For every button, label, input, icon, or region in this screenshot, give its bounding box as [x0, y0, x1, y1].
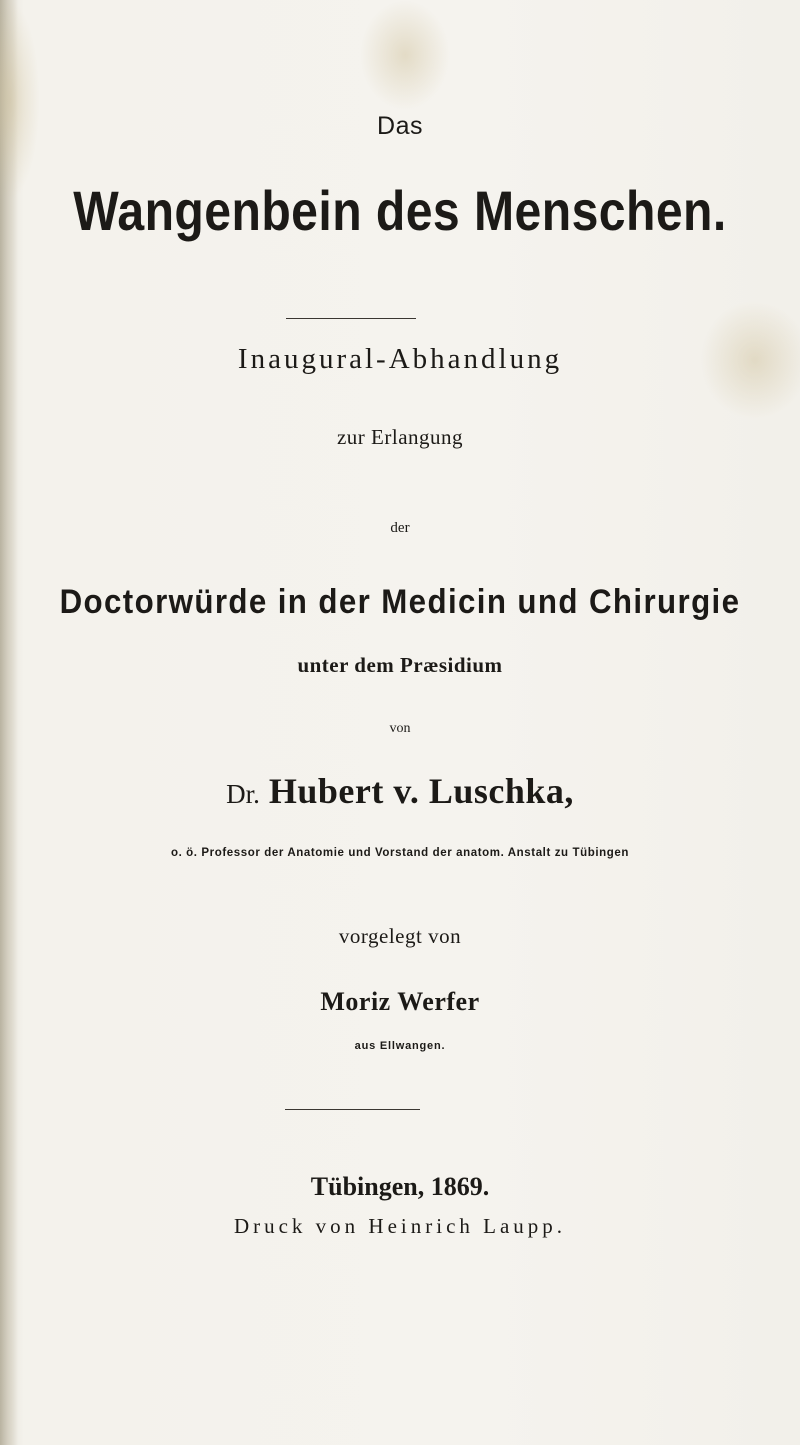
presidium-intro: unter dem Præsidium — [297, 653, 503, 677]
presider-name: Hubert v. Luschka, — [268, 771, 574, 811]
presider-affiliation: o. ö. Professor der Anatomie und Vorstand der anatom. Anstalt zu Tübingen — [170, 847, 630, 859]
presider-prefix: Dr. — [226, 779, 260, 809]
title-article: Das — [377, 112, 423, 140]
page-title: Wangenbein des Menschen. — [73, 179, 727, 242]
degree-title: Doctorwürde in der Medicin und Chirurgie — [59, 583, 741, 621]
divider-rule — [285, 1109, 420, 1110]
presidium-von: von — [389, 721, 411, 736]
submitted-by: vorgelegt von — [338, 924, 462, 948]
presider-line — [0, 770, 800, 812]
divider-rule — [286, 318, 416, 319]
purpose-line: zur Erlangung — [336, 425, 464, 449]
thesis-type: Inaugural-Abhandlung — [237, 343, 563, 375]
printer-imprint: Druck von Heinrich Laupp. — [233, 1214, 567, 1238]
place-year: Tübingen, 1869. — [310, 1172, 490, 1201]
purpose-line: der — [390, 520, 410, 536]
paper-stain — [360, 0, 450, 110]
author-name: Moriz Werfer — [320, 987, 480, 1016]
author-origin: aus Ellwangen. — [354, 1040, 446, 1052]
paper-stain — [0, 0, 40, 200]
